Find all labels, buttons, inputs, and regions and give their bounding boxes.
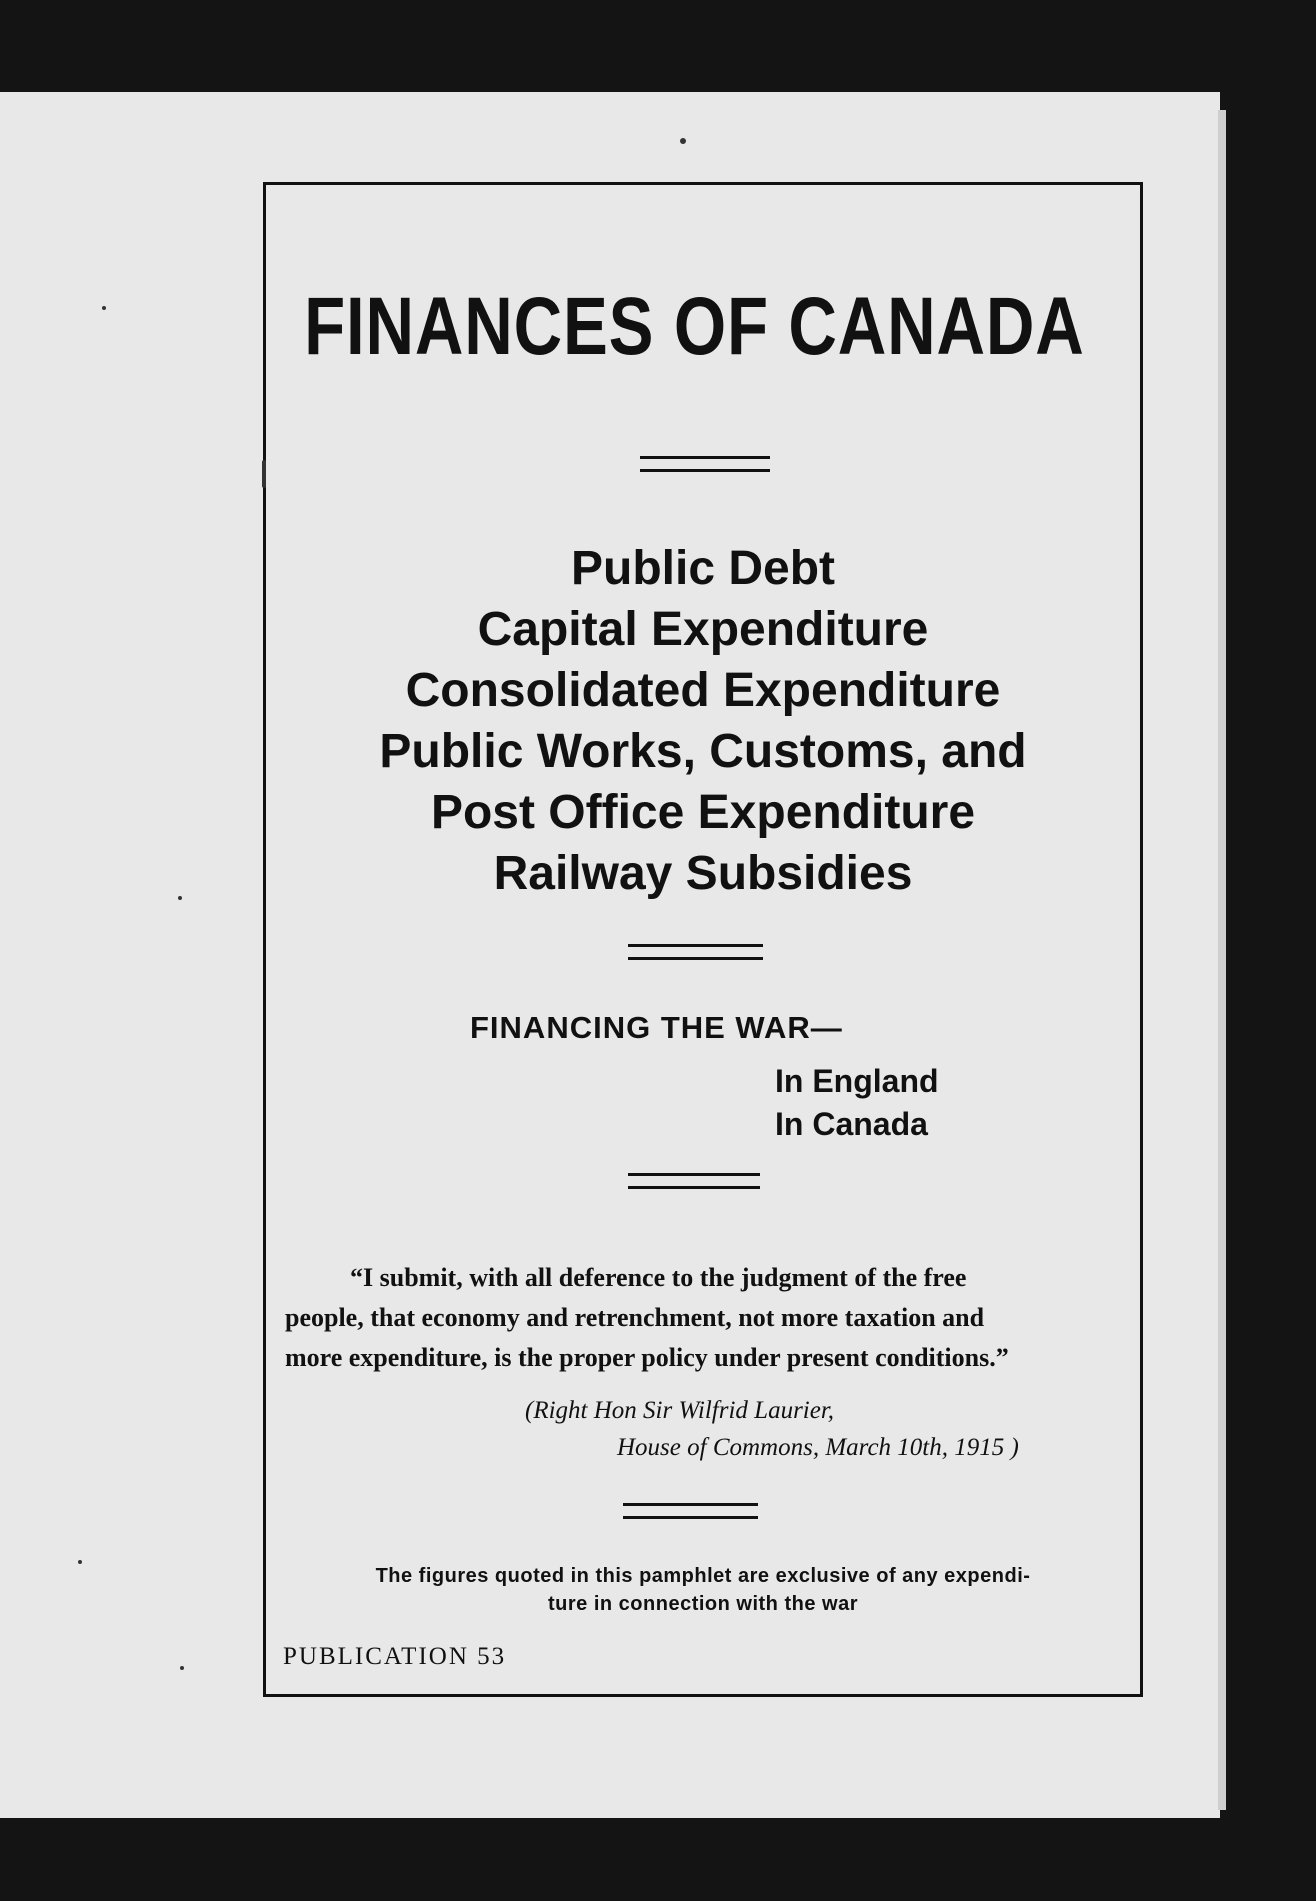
subject-item: Post Office Expenditure [430, 786, 976, 839]
footnote-line: The figures quoted in this pamphlet are exclusive of any expendi- [375, 1565, 1031, 1587]
dust-speck [102, 306, 106, 310]
quote-attribution: (Right Hon Sir Wilfrid Laurier, [525, 1397, 835, 1424]
dust-speck [262, 460, 266, 488]
financing-heading: FINANCING THE WAR— [470, 1010, 843, 1045]
financing-item: In England [775, 1063, 939, 1099]
subject-item: Consolidated Expenditure [405, 664, 1001, 717]
financing-item: In Canada [775, 1106, 928, 1142]
document-title: FINANCES OF CANADA [304, 281, 1085, 372]
subject-item: Public Works, Customs, and [379, 725, 1027, 778]
divider-rule [640, 456, 770, 472]
dust-speck [178, 896, 182, 900]
dust-speck [180, 1666, 184, 1670]
dust-speck [680, 138, 686, 144]
quote-line: people, that economy and retrenchment, not more taxation and [285, 1303, 985, 1332]
quote-line: more expenditure, is the proper policy under present conditions.” [285, 1343, 1009, 1372]
quote-line: “I submit, with all deference to the judgment of the free [350, 1263, 967, 1292]
publication-number: PUBLICATION 53 [283, 1643, 507, 1670]
subject-item: Capital Expenditure [477, 603, 929, 656]
divider-rule [628, 1173, 760, 1189]
subject-item: Public Debt [570, 542, 836, 595]
footnote-line: ture in connection with the war [548, 1593, 858, 1615]
divider-rule [628, 944, 763, 960]
subject-item: Railway Subsidies [493, 847, 913, 900]
dust-speck [78, 1560, 82, 1564]
quote-attribution: House of Commons, March 10th, 1915 ) [617, 1434, 1019, 1461]
page-border [263, 182, 1143, 1697]
laurier-quote [285, 1258, 1103, 1378]
subject-list [263, 538, 1143, 904]
footnote [283, 1562, 1123, 1618]
divider-rule [623, 1503, 758, 1519]
